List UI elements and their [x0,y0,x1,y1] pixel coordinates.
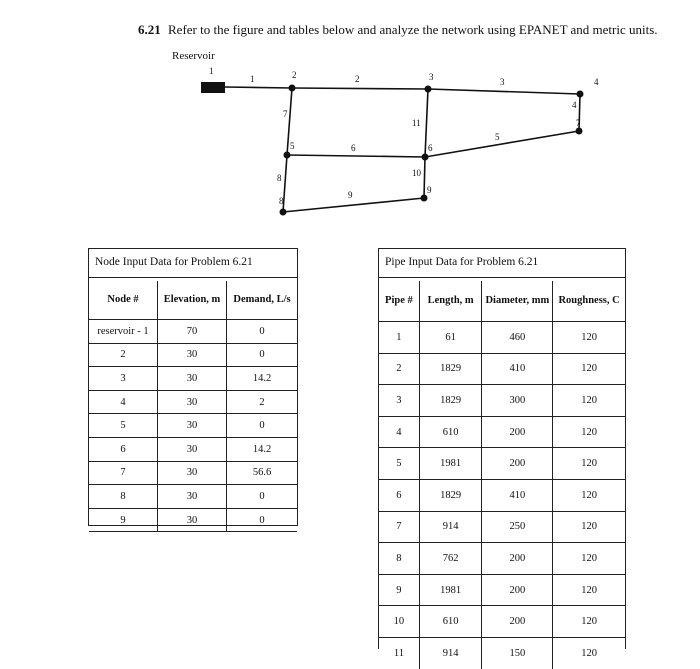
table-cell: 8 [89,485,158,509]
table-cell: 6 [89,437,158,461]
table-cell: 120 [553,479,625,511]
table-cell: 56.6 [227,461,298,485]
pipe-1-line [225,87,292,88]
table-cell: 200 [482,606,553,638]
node-6 [422,154,429,161]
table-cell: 1981 [419,448,482,480]
table-cell: 200 [482,574,553,606]
pipe-network-diagram [0,0,700,240]
table-cell: 3 [379,385,419,417]
node-label-1: 1 [209,66,214,76]
table-cell: 120 [553,322,625,354]
table-cell: 120 [553,606,625,638]
pipe-8-line [283,155,287,212]
table-cell: 30 [158,343,227,367]
node-7 [576,128,583,135]
table-cell: 30 [158,437,227,461]
table-cell: 914 [419,637,482,668]
table-cell: 762 [419,543,482,575]
pipe-6-line [287,155,425,157]
table-cell: 14.2 [227,367,298,391]
pipe-input-table [379,281,625,669]
table-cell: 2 [89,343,158,367]
table-cell: 120 [553,416,625,448]
pipe-table-row [379,385,625,417]
node-8 [280,209,287,216]
pipe-table-row [379,543,625,575]
node-table-row [89,390,297,414]
node-9 [421,195,428,202]
pipe-header-diameter: Diameter, mm [482,281,553,322]
pipe-header-length: Length, m [419,281,482,322]
table-cell: 200 [482,416,553,448]
table-cell: 410 [482,353,553,385]
node-table-row [89,320,297,344]
table-cell: 10 [379,606,419,638]
table-cell: 0 [227,343,298,367]
table-cell: 0 [227,320,298,344]
node-table-row [89,343,297,367]
node-header-node: Node # [89,281,158,320]
table-cell: 200 [482,448,553,480]
problem-text: Refer to the figure and tables below and analyze the network using EPANET and metric units. [168,22,658,37]
table-cell: 0 [227,508,298,532]
pipe-table-row [379,322,625,354]
pipe-label-7: 7 [283,109,288,119]
table-cell: 0 [227,485,298,509]
table-cell: 3 [89,367,158,391]
node-label-5: 5 [290,141,295,151]
pipe-label-3: 3 [500,77,505,87]
table-cell: 120 [553,574,625,606]
table-cell: 5 [379,448,419,480]
node-table-row [89,414,297,438]
table-cell: 150 [482,637,553,668]
pipe-table-row [379,416,625,448]
table-cell: 2 [227,390,298,414]
node-table-row [89,485,297,509]
table-cell: 2 [379,353,419,385]
table-cell: 1829 [419,385,482,417]
node-input-table-box [88,248,298,526]
pipe-header-pipe: Pipe # [379,281,419,322]
table-cell: 14.2 [227,437,298,461]
node-label-2: 2 [292,70,297,80]
node-label-4: 4 [594,77,599,87]
node-table-row [89,367,297,391]
table-cell: 120 [553,353,625,385]
problem-number: 6.21 [138,22,161,37]
pipe-label-1: 1 [250,74,255,84]
reservoir-block [201,82,225,93]
pipe-table-row [379,637,625,668]
table-cell: 4 [379,416,419,448]
pipe-label-8: 8 [277,173,282,183]
table-cell: 4 [89,390,158,414]
node-3 [425,86,432,93]
pipe-table-title: Pipe Input Data for Problem 6.21 [379,249,625,278]
table-cell: 61 [419,322,482,354]
pipe-table-row [379,479,625,511]
table-cell: 30 [158,414,227,438]
table-cell: 30 [158,508,227,532]
pipe-2-line [292,88,428,89]
node-table-row [89,508,297,532]
table-cell: 1981 [419,574,482,606]
table-cell: 610 [419,416,482,448]
pipe-5-line [425,131,579,157]
node-table-row [89,437,297,461]
table-cell: 8 [379,543,419,575]
table-cell: reservoir - 1 [89,320,158,344]
table-cell: 70 [158,320,227,344]
pipe-table-row [379,511,625,543]
table-cell: 30 [158,461,227,485]
table-cell: 11 [379,637,419,668]
pipe-table-row [379,353,625,385]
reservoir-label: Reservoir [172,50,215,62]
node-5 [284,152,291,159]
pipe-label-9: 9 [348,190,353,200]
pipe-9-line [283,198,424,212]
table-cell: 30 [158,485,227,509]
pipe-label-11: 11 [412,118,421,128]
node-label-6: 6 [428,143,433,153]
table-cell: 120 [553,543,625,575]
table-cell: 0 [227,414,298,438]
table-cell: 6 [379,479,419,511]
table-cell: 7 [379,511,419,543]
table-cell: 120 [581,647,597,659]
pipe-3-line [428,89,580,94]
pipe-header-roughness: Roughness, C [553,281,625,322]
node-label-7: 7 [576,118,581,128]
pipe-input-table-box [378,248,626,659]
pipe-label-5: 5 [495,132,500,142]
table-cell: 7 [89,461,158,485]
pipe-table-row [379,606,625,638]
table-cell: 610 [419,606,482,638]
table-cell: 30 [158,367,227,391]
node-label-8: 8 [279,196,284,206]
table-cell: 1829 [419,479,482,511]
node-label-3: 3 [429,72,434,82]
node-header-elevation: Elevation, m [158,281,227,320]
table-cell: 914 [419,511,482,543]
node-4 [577,91,584,98]
node-2 [289,85,296,92]
table-cell: 120 [553,511,625,543]
pipe-label-10: 10 [412,168,421,178]
table-cell: 1829 [419,353,482,385]
table-cell: 410 [482,479,553,511]
table-cell: 5 [89,414,158,438]
node-header-demand: Demand, L/s [227,281,298,320]
table-cell: 9 [379,574,419,606]
table-cell: 120 [553,448,625,480]
pipe-10-line [424,157,425,198]
pipe-label-6: 6 [351,143,356,153]
node-table-title: Node Input Data for Problem 6.21 [89,249,297,278]
node-label-9: 9 [427,185,432,195]
table-cell: 1 [379,322,419,354]
table-cell: 9 [89,508,158,532]
pipe-table-row [379,574,625,606]
node-input-table [89,281,297,532]
pipe-table-row [379,448,625,480]
table-cell: 460 [482,322,553,354]
table-cell: 300 [482,385,553,417]
table-cell: 250 [482,511,553,543]
table-cell: 200 [482,543,553,575]
node-table-row [89,461,297,485]
pipe-label-4: 4 [572,100,577,110]
table-cell: 120 [553,385,625,417]
pipe-label-2: 2 [355,74,360,84]
table-cell: 30 [158,390,227,414]
